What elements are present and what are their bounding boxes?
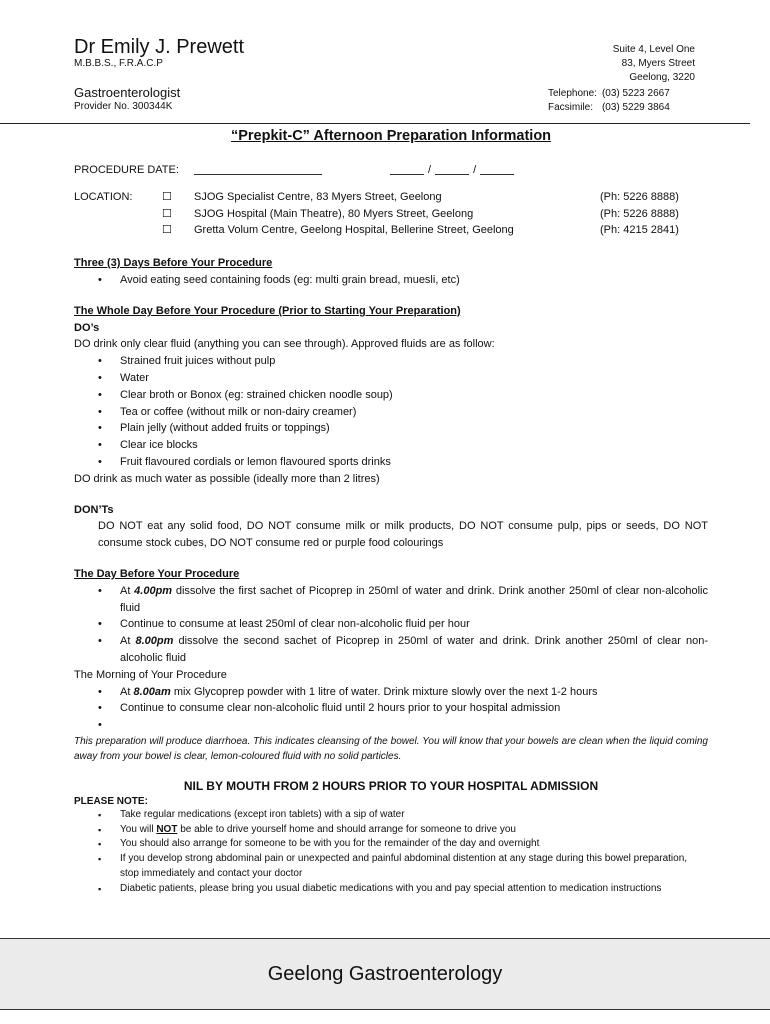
list-item: • Continue to consume at least 250ml of clear non-alcoholic fluid per hour [74, 616, 708, 633]
fax-label: Facsimile: [548, 102, 594, 113]
dos-intro: DO drink only clear fluid (anything you can see through). Approved fluids are as follow: [74, 338, 495, 351]
day-before-heading: The Day Before Your Procedure [74, 567, 240, 580]
location-section [74, 189, 708, 239]
doctor-name: Dr Emily J. Prewett [74, 36, 245, 58]
list-item: • At 4.00pm dissolve the first sachet of Picoprep in 250ml of water and drink. Drink another 250ml of clear non-alcoholic fluid [74, 583, 708, 617]
list-item: ▪ You should also arrange for someone to be with you for the remainder of the day and overnight [74, 837, 708, 852]
address-line: Geelong, 3220 [629, 72, 695, 83]
list-item: • At 8.00pm dissolve the second sachet of Picoprep in 250ml of water and drink. Drink another 250ml of clear non-alcoholic fluid [74, 633, 708, 667]
morning-list [74, 684, 708, 734]
footer-practice-name: Geelong Gastroenterology [267, 963, 503, 985]
time-emphasis: 8.00am [133, 685, 171, 698]
nil-by-mouth-notice: NIL BY MOUTH FROM 2 HOURS PRIOR TO YOUR HOSPITAL ADMISSION [183, 778, 599, 793]
list-item: • Continue to consume clear non-alcoholic fluid until 2 hours prior to your hospital admission [74, 700, 708, 717]
day-before-list [74, 583, 708, 667]
donts-heading: DON’Ts [74, 503, 114, 516]
list-item: ▪ You will NOT be able to drive yourself home and should arrange for someone to drive you [74, 823, 708, 838]
morning-heading: The Morning of Your Procedure [74, 668, 227, 681]
qualifications: M.B.B.S., F.R.A.C.P [74, 58, 163, 69]
list-item: • Strained fruit juices without pulp [74, 353, 708, 370]
location-name: Gretta Volum Centre, Geelong Hospital, Bellerine Street, Geelong [194, 224, 514, 237]
approved-fluids-list [74, 353, 708, 471]
checkbox[interactable]: ☐ [162, 190, 172, 203]
procedure-date-label: PROCEDURE DATE: [74, 164, 179, 176]
list-item: ▪ Take regular medications (except iron tablets) with a sip of water [74, 808, 708, 823]
telephone-number: (03) 5223 2667 [601, 88, 670, 99]
list-item: • Clear ice blocks [74, 437, 708, 454]
fax-number: (03) 5229 3864 [601, 102, 670, 113]
whole-day-heading: The Whole Day Before Your Procedure (Prior to Starting Your Preparation) [74, 304, 461, 317]
document-body [74, 127, 708, 896]
list-item: • Avoid eating seed containing foods (eg: multi grain bread, muesli, etc) [74, 272, 708, 289]
list-item: • At 8.00am mix Glycoprep powder with 1 litre of water. Drink mixture slowly over the next 1-2 hours [74, 684, 708, 701]
month-blank[interactable] [435, 162, 469, 175]
address-line: 83, Myers Street [621, 58, 695, 69]
not-emphasis: NOT [156, 823, 178, 835]
location-option [74, 222, 708, 239]
dos-heading: DO’s [74, 321, 100, 334]
location-phone: (Ph: 5226 8888) [600, 207, 679, 220]
location-name: SJOG Hospital (Main Theatre), 80 Myers Street, Geelong [194, 207, 474, 220]
three-days-list [74, 272, 708, 289]
dos-outro: DO drink as much water as possible (ideally more than 2 litres) [74, 472, 380, 485]
date-field: / / [390, 162, 514, 179]
address-line: Suite 4, Level One [612, 44, 695, 55]
checkbox[interactable]: ☐ [162, 224, 172, 237]
list-item: ▪ If you develop strong abdominal pain or unexpected and painful abdominal distention at any stage during this bowel preparation, stop immediately and contact your doctor [74, 852, 708, 882]
list-item: • Fruit flavoured cordials or lemon flavoured sports drinks [74, 454, 708, 471]
practice-address [613, 43, 695, 85]
location-phone: (Ph: 4215 2841) [600, 224, 679, 237]
please-note-heading: PLEASE NOTE: [74, 795, 148, 807]
provider-number: Provider No. 300344K [74, 101, 173, 112]
list-item: • Plain jelly (without added fruits or toppings) [74, 420, 708, 437]
footer-banner [0, 938, 770, 1010]
checkbox[interactable]: ☐ [162, 207, 172, 220]
location-phone: (Ph: 5226 8888) [600, 190, 679, 203]
list-item: • Tea or coffee (without milk or non-dairy creamer) [74, 404, 708, 421]
contact-numbers [548, 87, 675, 115]
location-name: SJOG Specialist Centre, 83 Myers Street, Geelong [194, 190, 442, 203]
list-item: ▪ Diabetic patients, please bring you usual diabetic medications with you and pay special attention to medication instructions [74, 882, 708, 897]
three-days-heading: Three (3) Days Before Your Procedure [74, 257, 273, 270]
year-blank[interactable] [480, 162, 514, 175]
procedure-date-blank[interactable] [194, 162, 322, 175]
header-divider [0, 123, 750, 124]
specialty: Gastroenterologist [74, 85, 181, 100]
list-item: • Water [74, 370, 708, 387]
telephone-label: Telephone: [548, 88, 597, 99]
day-blank[interactable] [390, 162, 424, 175]
please-note-list [74, 808, 708, 897]
list-item: • Clear broth or Bonox (eg: strained chicken noodle soup) [74, 387, 708, 404]
location-option [74, 206, 708, 223]
time-emphasis: 4.00pm [134, 584, 173, 597]
donts-text: DO NOT eat any solid food, DO NOT consume milk or milk products, DO NOT consume pulp, pips or seeds, DO NOT consume stock cubes, DO NOT consume red or purple food colourings [98, 520, 708, 550]
list-item [74, 717, 708, 734]
time-emphasis: 8.00pm [135, 635, 174, 648]
diarrhoea-note: This preparation will produce diarrhoea. This indicates cleansing of the bowel. You will know that your bowels are clean when the liquid coming away from your bowel is clear, lemon-coloured fluid with no solid particles. [74, 735, 708, 762]
document-title: “Prepkit-C” Afternoon Preparation Information [230, 128, 552, 144]
procedure-date-row [74, 162, 708, 179]
location-option [74, 189, 708, 206]
location-label: LOCATION: [74, 190, 133, 203]
